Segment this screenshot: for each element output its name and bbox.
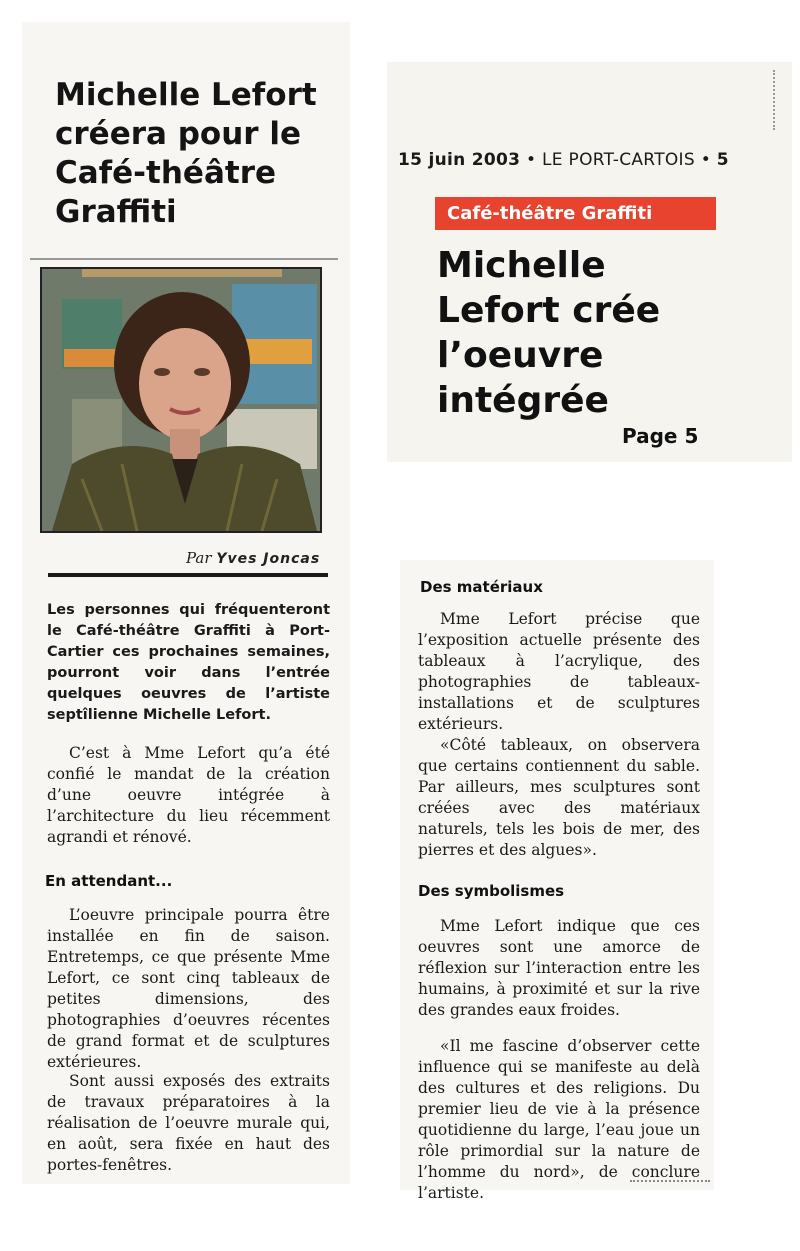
byline-rule	[48, 573, 328, 577]
headline-divider	[30, 258, 338, 260]
paragraph-mandate: C’est à Mme Lefort qu’a été confié le mandat de la création d’une oeuvre intégrée à l’architecture du lieu récemment agrandi et rénové.	[47, 744, 330, 846]
left-headline: Michelle Lefort créera pour le Café-théâtre Graffiti	[55, 77, 317, 230]
tear-edge-bottom	[630, 1180, 710, 1182]
teaser-headline: Michelle Lefort crée l’oeuvre intégrée	[437, 245, 661, 421]
byline-author: Yves Joncas	[216, 551, 321, 567]
portrait-photo	[40, 267, 322, 533]
paragraph-travaux: Sont aussi exposés des extraits de travaux préparatoires à la réalisation de l’oeuvre murale qui, en août, sera fixée en haut des portes-fenêtres.	[47, 1072, 330, 1174]
lead-paragraph: Les personnes qui fréquenteront le Café-théâtre Graffiti à Port-Cartier ces prochaines semaines, pourront voir dans l’entrée quelques oeuvres de l’artiste septîlienne Michelle Lefort.	[47, 602, 330, 723]
subhead-des-symbolismes: Des symbolismes	[418, 882, 565, 900]
byline-prefix: Par	[186, 549, 212, 567]
subhead-en-attendant: En attendant...	[45, 872, 173, 890]
paragraph-conclusion: «Il me fascine d’observer cette influence qui se manifeste au delà des cultures et des religions. Du premier lieu de vie à la présence quotidienne du large, l’eau joue un rôle primordial sur la nature de l’homme du nord», de conclure l’artiste.	[418, 1037, 700, 1202]
publication-name: LE PORT-CARTOIS	[542, 150, 695, 170]
subhead-des-materiaux: Des matériaux	[420, 578, 543, 596]
teaser-page-reference: Page 5	[622, 424, 699, 448]
page-number: 5	[716, 150, 729, 170]
byline	[186, 549, 320, 567]
paragraph-oeuvre-principale: L’oeuvre principale pourra être installée en fin de saison. Entretemps, ce que présente Mme Lefort, ce sont cinq tableaux de petites dimensions, des photographies d’oeuvres récentes de grand format et de sculptures extérieures.	[47, 906, 330, 1071]
tear-edge	[773, 70, 775, 130]
paragraph-exposition: Mme Lefort précise que l’exposition actuelle présente des tableaux à l’acrylique, des photographies de tableaux-installations et de sculptures extérieurs.	[418, 610, 700, 733]
teaser-kicker: Café-théâtre Graffiti	[435, 197, 716, 230]
issue-date: 15 juin 2003	[398, 150, 521, 170]
paragraph-reflexion: Mme Lefort indique que ces oeuvres sont une amorce de réflexion sur l’interaction entre les humains, à proximité et sur la rive des grandes eaux froides.	[418, 917, 700, 1019]
portrait-illustration	[42, 269, 320, 531]
dateline: 15 juin 2003 • LE PORT-CARTOIS • 5	[398, 150, 729, 170]
paragraph-cote-tableaux: «Côté tableaux, on observera que certains contiennent du sable. Par ailleurs, mes sculptures sont créées avec des matériaux naturels, tels les bois de mer, des pierres et des algues».	[418, 736, 700, 859]
